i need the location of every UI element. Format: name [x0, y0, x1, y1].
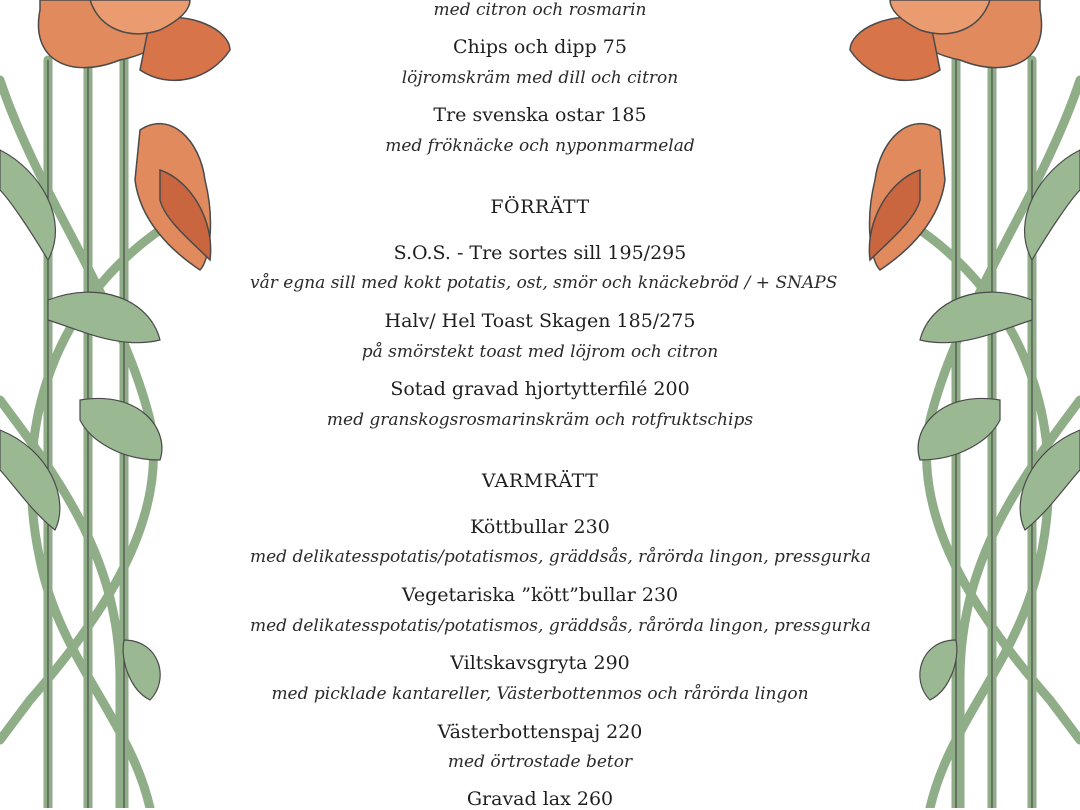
- menu-item-name: Gravad lax 260: [466, 788, 614, 810]
- menu-item-description: med örtrostade betor: [447, 752, 633, 772]
- menu-item-name: Viltskavsgryta 290: [450, 652, 630, 674]
- menu-item-name: Vegetariska ”kött”bullar 230: [401, 584, 679, 606]
- floral-border-left: [0, 0, 250, 808]
- menu-item-name: Chips och dipp 75: [453, 36, 627, 58]
- menu-item-description: med delikatesspotatis/potatismos, gräddsås, rårörda lingon, pressgurka: [250, 616, 871, 636]
- menu-item-name: Halv/ Hel Toast Skagen 185/275: [384, 310, 696, 332]
- menu-item-description: med delikatesspotatis/potatismos, gräddsås, rårörda lingon, pressgurka: [250, 547, 871, 567]
- section-heading-forratt: FÖRRÄTT: [490, 196, 590, 218]
- menu-item-description: med granskogsrosmarinskräm och rotfruktschips: [326, 410, 754, 430]
- menu-item-name: Västerbottenspaj 220: [437, 721, 643, 743]
- menu-item-name: Köttbullar 230: [470, 516, 610, 538]
- menu-item-description: löjromskräm med dill och citron: [401, 68, 679, 88]
- menu-item-description: vår egna sill med kokt potatis, ost, smör och knäckebröd / + SNAPS: [250, 273, 838, 293]
- menu-item-name: Sotad gravad hjortytterfilé 200: [390, 378, 690, 400]
- menu-content: [250, 0, 871, 810]
- leaf-shapes-right: [918, 150, 1080, 700]
- floral-border-right: [830, 0, 1080, 808]
- menu-item-description: med picklade kantareller, Västerbottenmos och rårörda lingon: [271, 684, 809, 704]
- leaf-shapes-left: [0, 150, 162, 700]
- menu-item-name: Tre svenska ostar 185: [433, 104, 647, 126]
- menu-item-description: med citron och rosmarin: [433, 0, 647, 20]
- menu-item-description: med fröknäcke och nyponmarmelad: [385, 136, 695, 156]
- menu-item-name: S.O.S. - Tre sortes sill 195/295: [393, 242, 687, 264]
- menu-item-description: på smörstekt toast med löjrom och citron: [361, 342, 719, 362]
- section-heading-varmratt: VARMRÄTT: [481, 470, 599, 492]
